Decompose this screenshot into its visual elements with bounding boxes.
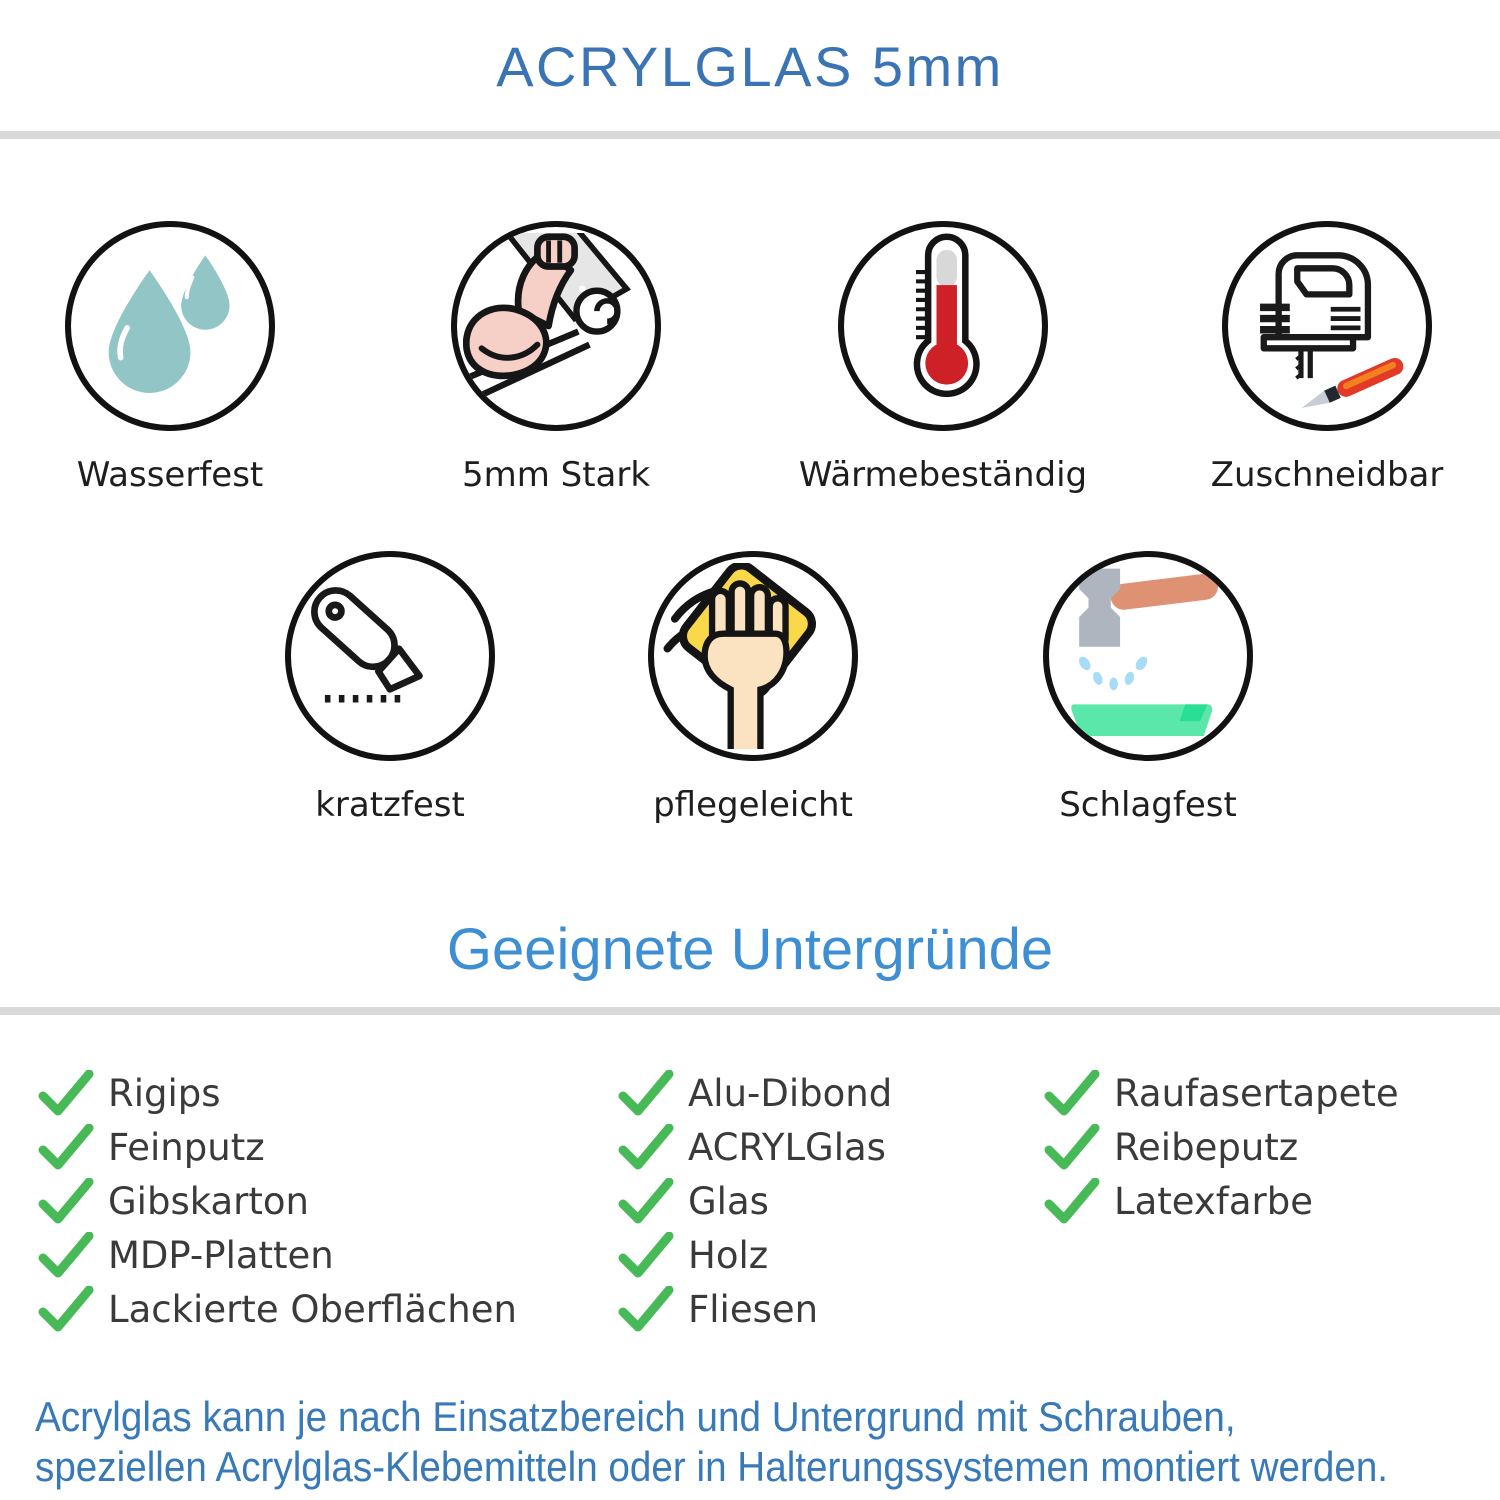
list-item-label: Lackierte Oberflächen [108, 1287, 517, 1331]
list-item [38, 1282, 517, 1336]
feature-schlagfest [983, 551, 1313, 825]
divider-top [0, 131, 1500, 139]
check-icon [1044, 1124, 1100, 1170]
list-item-label: Rigips [108, 1071, 221, 1115]
feature-5mm-stark [391, 221, 721, 495]
hammer-icon [1043, 551, 1253, 761]
surfaces-column-2 [618, 1066, 892, 1336]
list-item-label: Fliesen [688, 1287, 819, 1331]
mounting-note-line1: Acrylglas kann je nach Einsatzbereich und Untergrund mit Schrauben, [35, 1393, 1236, 1440]
list-item-label: Raufasertapete [1114, 1071, 1399, 1115]
check-icon [1044, 1070, 1100, 1116]
list-item [618, 1120, 892, 1174]
surfaces-column-3 [1044, 1066, 1399, 1228]
list-item [618, 1228, 892, 1282]
check-icon [38, 1232, 94, 1278]
list-item-label: Latexfarbe [1114, 1179, 1313, 1223]
strong-arm-icon [451, 221, 661, 431]
list-item-label: MDP-Platten [108, 1233, 334, 1277]
feature-label: Wärmebeständig [798, 455, 1088, 495]
feature-waermebestaendig [778, 221, 1108, 495]
list-item [618, 1066, 892, 1120]
list-item-label: Glas [688, 1179, 769, 1223]
list-item-label: Feinputz [108, 1125, 265, 1169]
list-item [1044, 1120, 1399, 1174]
thermometer-icon [838, 221, 1048, 431]
list-item-label: ACRYLGlas [688, 1125, 886, 1169]
list-item [1044, 1066, 1399, 1120]
feature-pflegeleicht [588, 551, 918, 825]
check-icon [618, 1286, 674, 1332]
feature-label: Zuschneidbar [1210, 455, 1444, 495]
feature-label: Wasserfest [76, 455, 264, 495]
feature-label: Schlagfest [1059, 785, 1237, 825]
section-title: Geeignete Untergründe [446, 917, 1054, 982]
feature-label: pflegeleicht [653, 785, 853, 825]
divider-section [0, 1007, 1500, 1015]
list-item [38, 1174, 517, 1228]
list-item [618, 1174, 892, 1228]
check-icon [618, 1070, 674, 1116]
check-icon [38, 1178, 94, 1224]
mounting-note-line2: speziellen Acrylglas-Klebemitteln oder in Halterungssystemen montiert werden. [35, 1443, 1389, 1490]
feature-kratzfest [225, 551, 555, 825]
surfaces-column-1 [38, 1066, 517, 1336]
mounting-note [35, 1392, 1388, 1492]
list-item [38, 1066, 517, 1120]
cleaning-hand-icon [648, 551, 858, 761]
list-item-label: Reibeputz [1114, 1125, 1299, 1169]
list-item-label: Gibskarton [108, 1179, 309, 1223]
list-item [38, 1228, 517, 1282]
check-icon [1044, 1178, 1100, 1224]
water-drops-icon [65, 221, 275, 431]
list-item [1044, 1174, 1399, 1228]
check-icon [618, 1178, 674, 1224]
feature-wasserfest [5, 221, 335, 495]
feature-zuschneidbar [1162, 221, 1492, 495]
list-item-label: Alu-Dibond [688, 1071, 893, 1115]
check-icon [38, 1124, 94, 1170]
page-title: ACRYLGLAS 5mm [496, 35, 1004, 98]
list-item-label: Holz [688, 1233, 769, 1277]
check-icon [38, 1070, 94, 1116]
list-item [618, 1282, 892, 1336]
list-item [38, 1120, 517, 1174]
feature-label: kratzfest [315, 785, 465, 825]
utility-knife-icon [285, 551, 495, 761]
jigsaw-icon [1222, 221, 1432, 431]
check-icon [38, 1286, 94, 1332]
check-icon [618, 1232, 674, 1278]
feature-label: 5mm Stark [461, 455, 651, 495]
check-icon [618, 1124, 674, 1170]
